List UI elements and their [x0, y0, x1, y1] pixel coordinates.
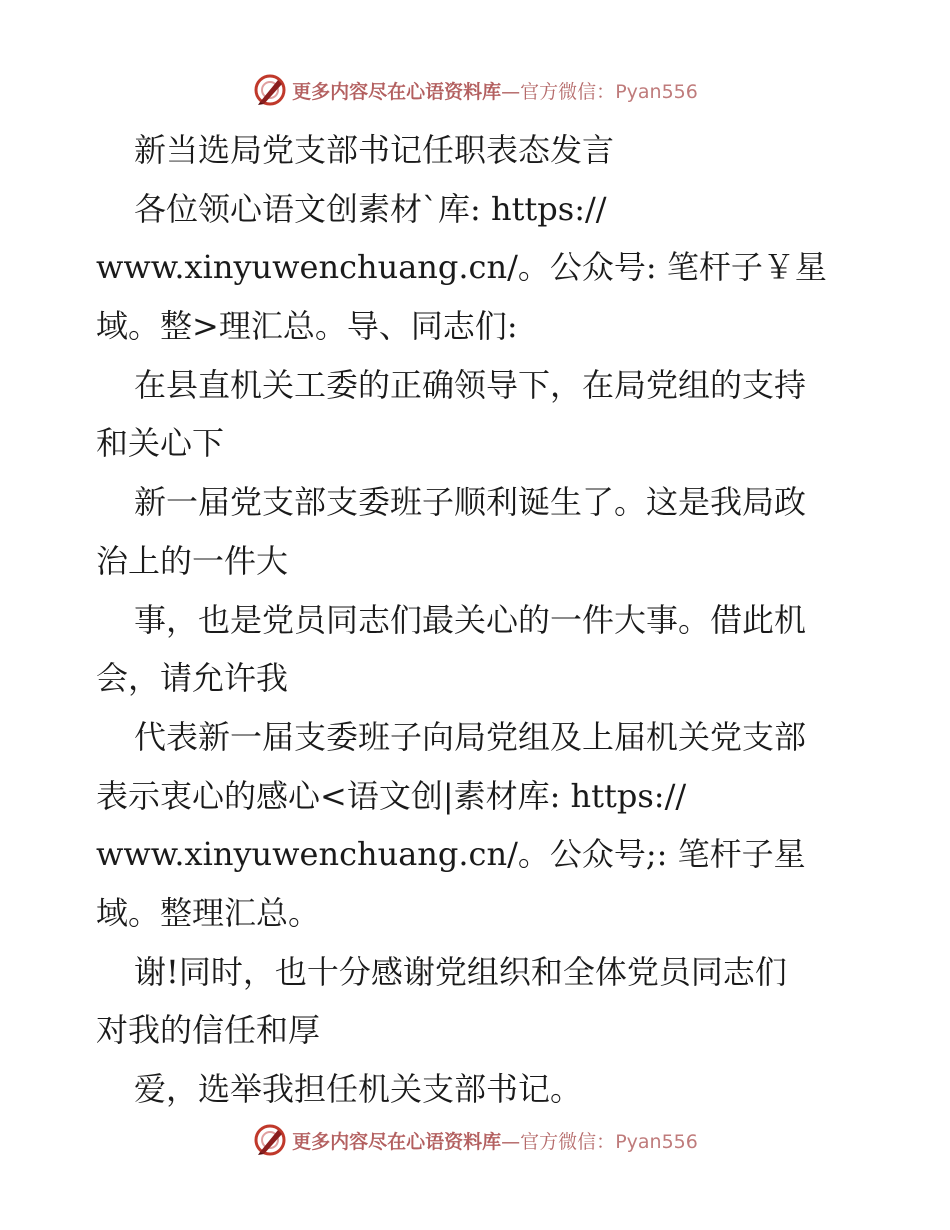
paragraph-line: 谢!同时，也十分感谢党组织和全体党员同志们 [134, 952, 787, 991]
footer-banner-text [292, 1127, 698, 1154]
footer-banner-wechat-id: Pyan556 [615, 1130, 698, 1153]
paragraph-line: 代表新一届支委班子向局党组及上届机关党支部 [134, 717, 807, 756]
footer-watermark-banner [0, 1120, 950, 1160]
paragraph-line: 和关心下 [96, 424, 225, 463]
header-banner-text [292, 77, 698, 104]
header-banner-dash: — [501, 80, 521, 103]
paragraph-line: 会，请允许我 [96, 659, 289, 698]
header-watermark-banner [0, 70, 950, 110]
document-body [96, 121, 876, 1119]
paragraph-line: 域。整理汇总。 [96, 893, 321, 932]
header-banner-wechat-id: Pyan556 [615, 80, 698, 103]
paragraph-line: 对我的信任和厚 [96, 1011, 321, 1050]
paragraph-line: 表示衷心的感心<语文创|素材库: https:// [96, 776, 687, 815]
header-banner-slogan: 更多内容尽在心语资料库 [292, 80, 502, 103]
paragraph-line: 治上的一件大 [96, 541, 289, 580]
document-title: 新当选局党支部书记任职表态发言 [134, 131, 615, 169]
pen-logo-icon [252, 1122, 288, 1158]
paragraph-line: www.xinyuwenchuang.cn/。公众号;: 笔杆子星 [96, 835, 806, 874]
paragraph-line: www.xinyuwenchuang.cn/。公众号: 笔杆子￥星 [96, 248, 827, 287]
footer-banner-slogan: 更多内容尽在心语资料库 [292, 1130, 502, 1153]
paragraph-line: 在县直机关工委的正确领导下，在局党组的支持 [134, 365, 807, 404]
footer-banner-dash: — [501, 1130, 521, 1153]
pen-logo-icon [252, 72, 288, 108]
paragraph-line: 爱，选举我担任机关支部书记。 [134, 1070, 583, 1108]
paragraph-line: 各位领心语文创素材`库: https:// [134, 189, 607, 228]
header-banner-wechat-label: 官方微信： [520, 80, 616, 103]
paragraph-line: 域。整>理汇总。导、同志们: [96, 307, 518, 346]
footer-banner-wechat-label: 官方微信： [520, 1130, 616, 1153]
paragraph-line: 新一届党支部支委班子顺利诞生了。这是我局政 [134, 483, 807, 522]
paragraph-line: 事，也是党员同志们最关心的一件大事。借此机 [134, 600, 807, 639]
